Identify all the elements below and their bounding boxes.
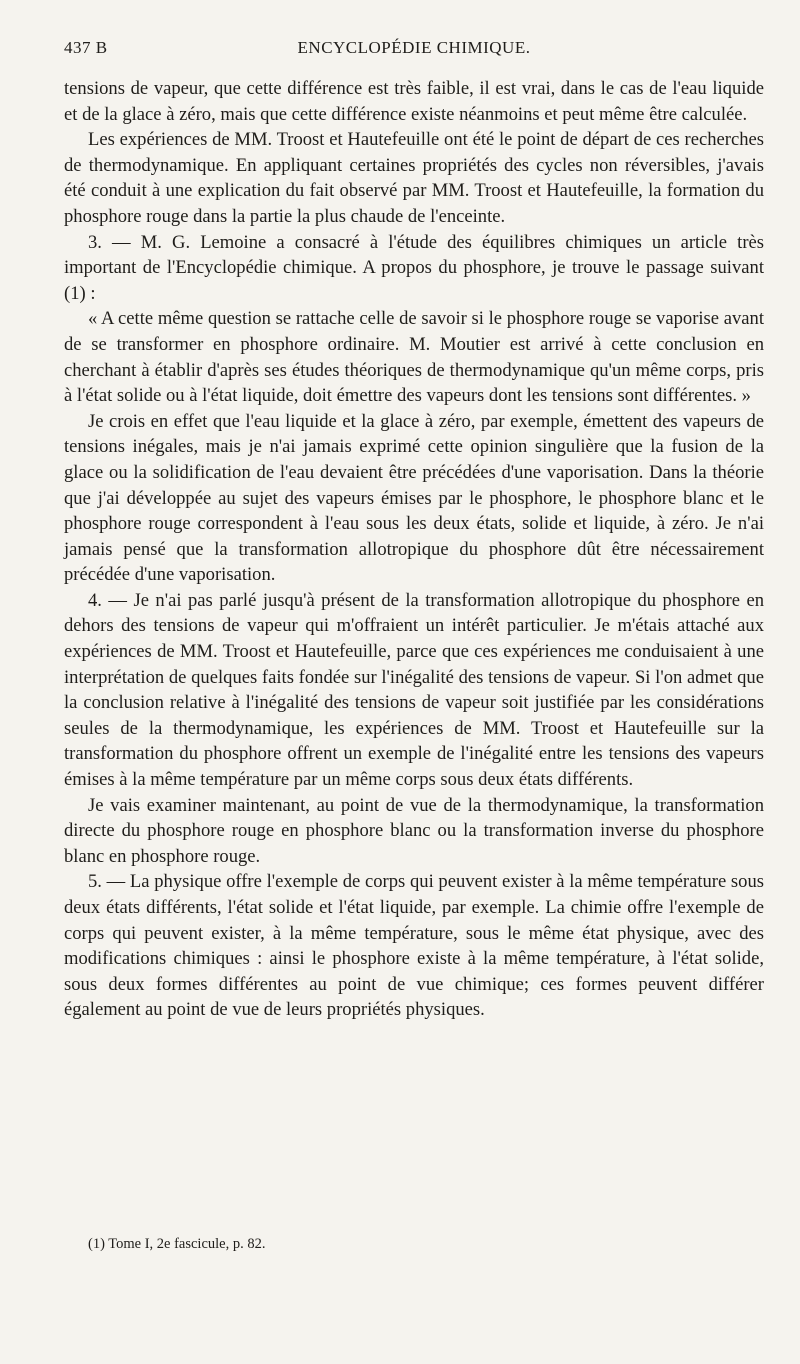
page-header xyxy=(64,38,764,64)
paragraph: Les expériences de MM. Troost et Hautefeuille ont été le point de départ de ces recherches de thermodynamique. En appliquant certaines propriétés des cycles non réversibles, j'avais été conduit à une explication du fait observé par MM. Troost et Hautefeuille, la formation du phosphore rouge dans la partie la plus chaude de l'enceinte. xyxy=(64,129,764,227)
paragraph: « A cette même question se rattache celle de savoir si le phosphore rouge se vaporise avant de se transformer en phosphore ordinaire. M. Moutier est arrivé à cette conclusion en cherchant à établir d'après ses études théoriques de thermodynamique qu'un même corps, pris à l'état solide ou à l'état liquide, doit émettre des vapeurs dont les tensions sont différentes. » xyxy=(64,308,764,407)
paragraph: Je crois en effet que l'eau liquide et la glace à zéro, par exemple, émettent des vapeurs de tensions inégales, mais je n'ai jamais exprimé cette opinion singulière que la fusion de la glace ou la solidification de l'eau devaient être précédées d'une vaporisation. Dans la théorie que j'ai développée au sujet des vapeurs émises par le phosphore, le phosphore blanc et le phosphore rouge correspondent à l'eau sous les deux états, solide et liquide, à zéro. Je n'ai jamais pensé que la transformation allotropique du phosphore dût être nécessairement précédée d'une vaporisation. xyxy=(64,410,764,586)
body-text xyxy=(64,76,764,1023)
paragraph: 4. — Je n'ai pas parlé jusqu'à présent de la transformation allotropique du phosphore en dehors des tensions de vapeur qui m'offraient un intérêt particulier. Je m'étais attaché aux expériences de MM. Troost et Hautefeuille, parce que ces expériences me conduisaient à une interprétation de quelques faits fondée sur l'inégalité des tensions de vapeur. Si l'on admet que la conclusion relative à l'inégalité des tensions de vapeur soit justifiée par les considérations seules de la thermodynamique, les expériences de MM. Troost et Hautefeuille sur la transformation du phosphore offrent un exemple de l'inégalité entre les tensions des vapeurs émises à la même température par un même corps sous deux états différents. xyxy=(64,589,764,791)
page-number: 437 B xyxy=(64,38,108,57)
paragraph: 3. — M. G. Lemoine a consacré à l'étude des équilibres chimiques un article très important de l'Encyclopédie chimique. A propos du phosphore, je trouve le passage suivant (1) : xyxy=(64,231,764,304)
paragraph: 5. — La physique offre l'exemple de corps qui peuvent exister à la même température sous deux états différents, l'état solide et l'état liquide, par exemple. La chimie offre l'exemple de corps qui peuvent exister, à la même température, sous le même état physique, avec des modifications chimiques : ainsi le phosphore existe à la même température, à l'état solide, sous deux formes différentes au point de vue chimique; ces formes peuvent différer également au point de vue de leurs propriétés physiques. xyxy=(64,871,764,1021)
running-title: ENCYCLOPÉDIE CHIMIQUE. xyxy=(297,38,531,57)
footnote: (1) Tome I, 2e fascicule, p. 82. xyxy=(88,1236,266,1252)
paragraph: tensions de vapeur, que cette différence est très faible, il est vrai, dans le cas de l'eau liquide et de la glace à zéro, mais que cette différence existe néanmoins et peut même être calculée. xyxy=(64,78,764,125)
paragraph: Je vais examiner maintenant, au point de vue de la thermodynamique, la transformation directe du phosphore rouge en phosphore blanc ou la transformation inverse du phosphore blanc en phosphore rouge. xyxy=(64,794,764,867)
